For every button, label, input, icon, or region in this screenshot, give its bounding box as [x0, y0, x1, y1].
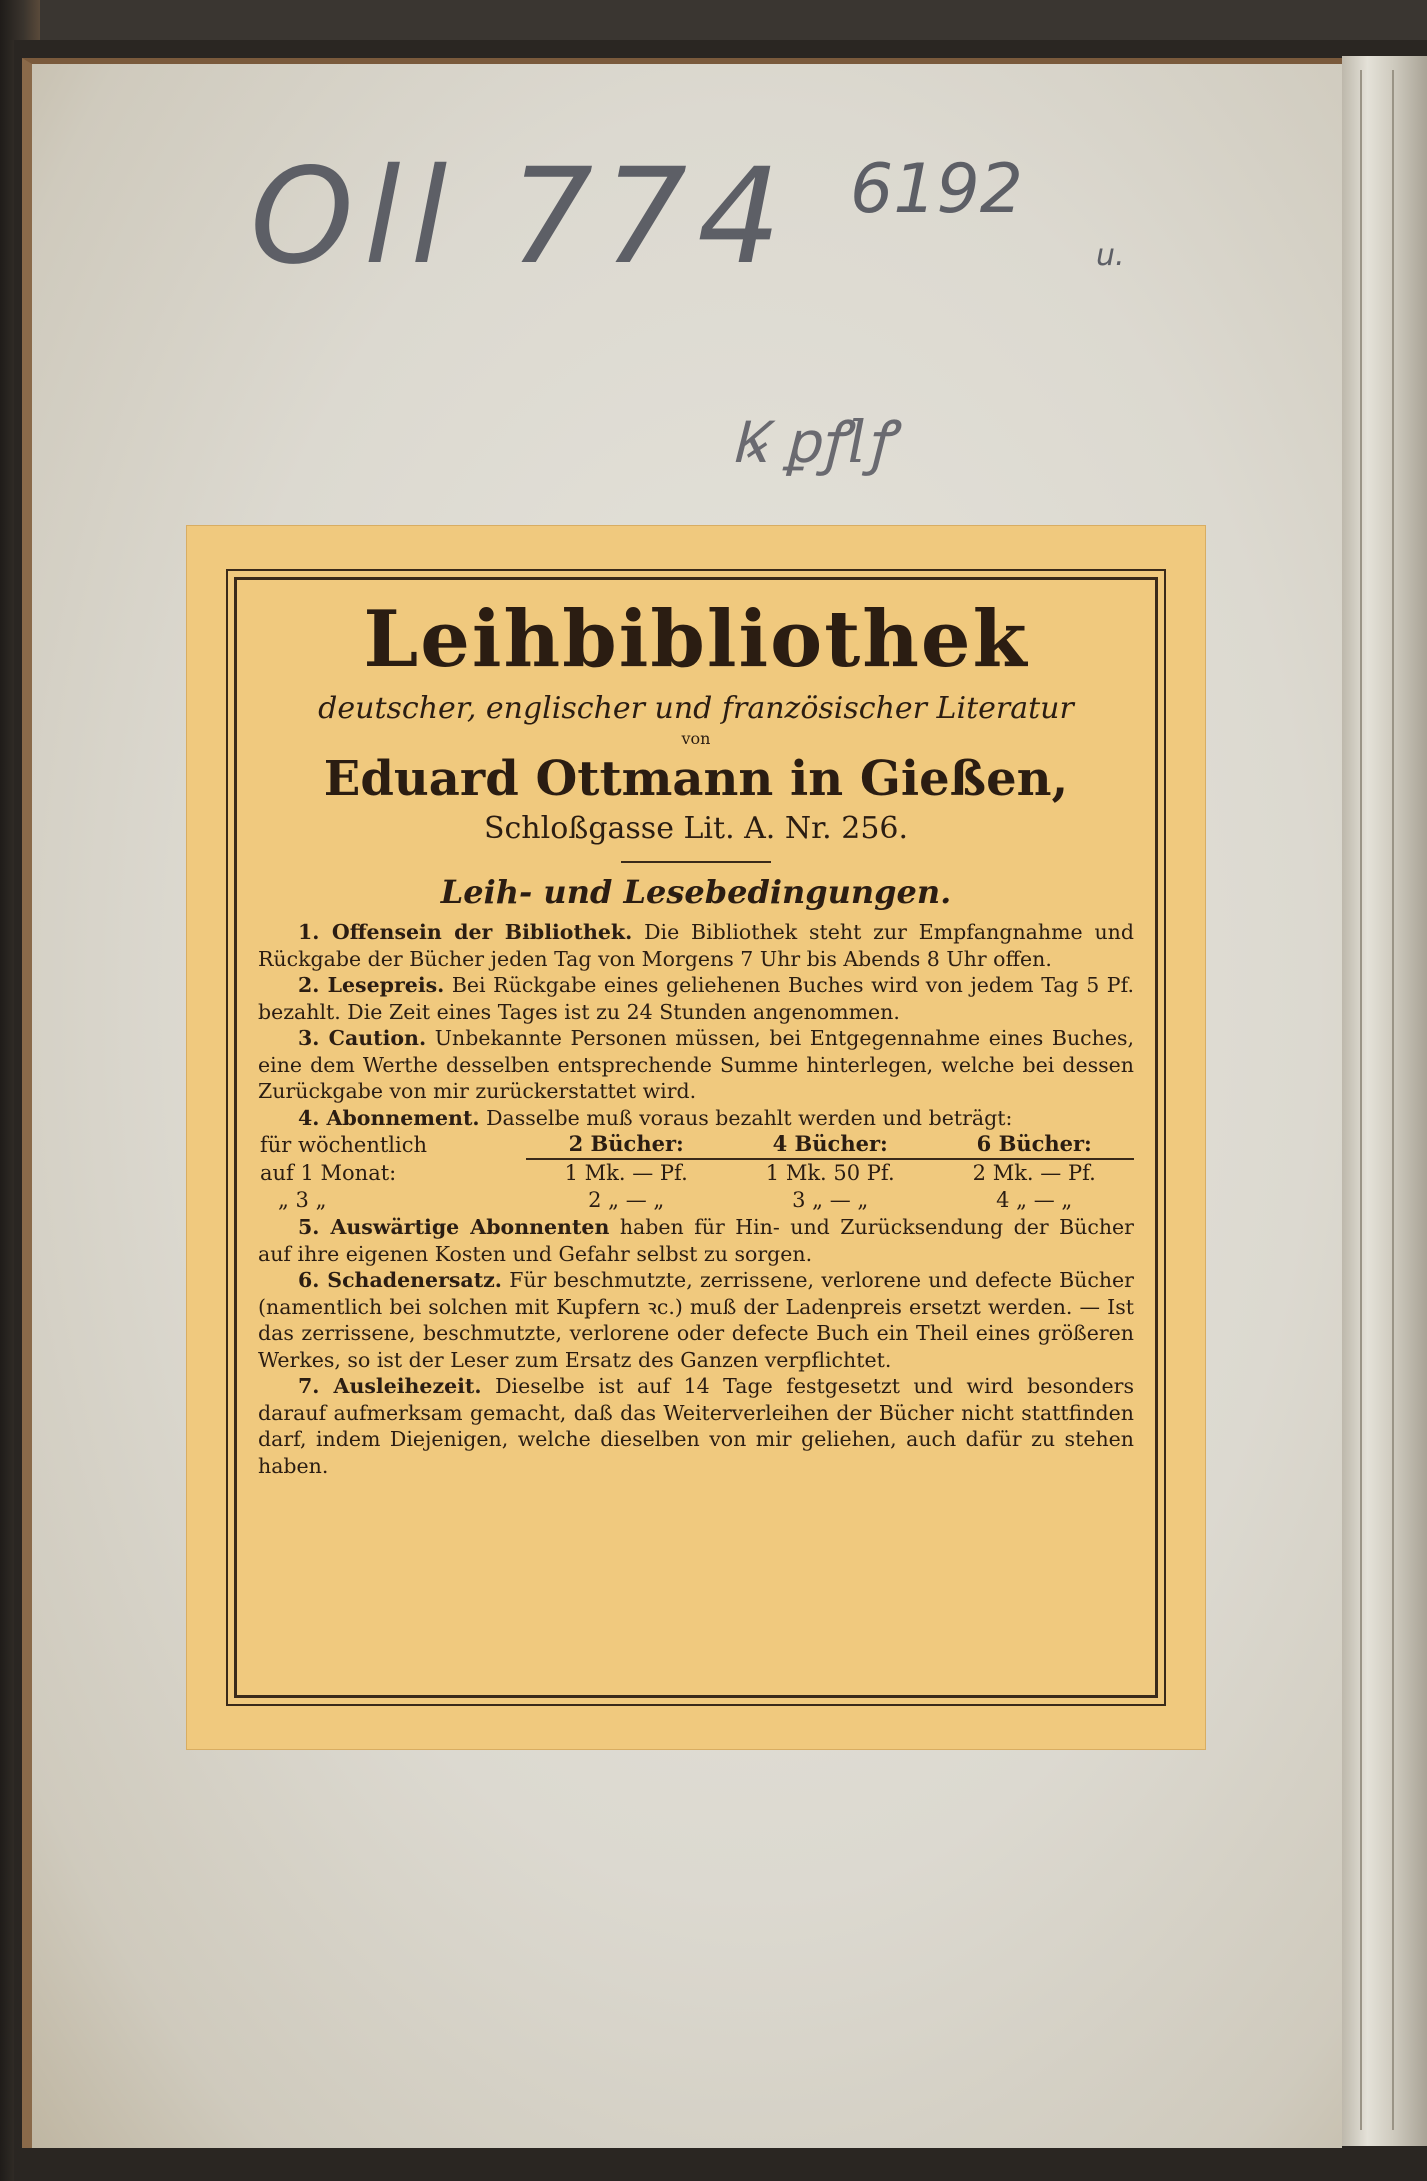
rule-item	[258, 919, 1134, 972]
library-label	[186, 525, 1206, 1750]
price-table	[258, 1131, 1134, 1214]
rule-head: 5. Auswärtige Abonnenten	[298, 1215, 610, 1239]
label-content	[258, 595, 1134, 1479]
rule-text: haben für Hin- und Zurücksendung der Bücher auf ihre eigenen Kosten und Gefahr selbst zu sorgen.	[258, 1215, 1134, 1266]
table-row	[258, 1131, 1134, 1159]
rule-head: 2. Lesepreis.	[298, 973, 445, 997]
table-cell: „ 3 „	[278, 1188, 327, 1213]
conditions-title: Leih- und Lesebedingungen.	[440, 873, 952, 911]
rule-item	[258, 1105, 1134, 1132]
table-cell: 4 „ — „	[996, 1188, 1073, 1213]
pencil-mark: u.	[1096, 238, 1125, 273]
page-edge-line	[1392, 70, 1394, 2130]
table-header: 6 Bücher:	[934, 1131, 1134, 1159]
table-row	[258, 1187, 1134, 1214]
table-cell: 1 Mk. 50 Pf.	[765, 1161, 895, 1186]
table-row	[258, 1159, 1134, 1187]
table-cell: auf 1 Monat:	[260, 1160, 397, 1185]
rule-head: 7. Ausleihezeit.	[298, 1374, 482, 1398]
rule-head: 4. Abonnement.	[298, 1105, 480, 1130]
table-cell: für wöchentlich	[260, 1132, 428, 1157]
rule-text: Dasselbe muß voraus bezahlt werden und beträgt:	[486, 1105, 1013, 1130]
table-header: 4 Bücher:	[726, 1131, 935, 1159]
page-edge	[1342, 56, 1427, 2146]
rule-text: Bei Rückgabe eines geliehenen Buches wird von jedem Tag 5 Pf. bezahlt. Die Zeit eines Tages ist zu 24 Stunden angenommen.	[258, 973, 1134, 1024]
label-subtitle: deutscher, englischer und französischer Literatur	[318, 691, 1074, 726]
ink-signature: Ꝃ ꝑꝭlꝭ	[730, 408, 894, 476]
table-cell: 2 „ — „	[588, 1188, 665, 1213]
rule-head: 6. Schadenersatz.	[298, 1268, 502, 1292]
rule-item	[258, 972, 1134, 1025]
rule-item	[258, 1025, 1134, 1105]
rule-head: 3. Caution.	[298, 1026, 427, 1050]
rule-text: Die Bibliothek steht zur Empfangnahme und Rückgabe der Bücher jeden Tag von Morgens 7 Uhr bis Abends 8 Uhr offen.	[258, 920, 1134, 971]
label-von: von	[681, 729, 711, 748]
rule-text: Für beschmutzte, zerrissene, verlorene und defecte Bücher (namentlich bei solchen mit Kupfern ꝛc.) muß der Ladenpreis ersetzt werden. — Ist das zerrissene, beschmutzte, verlorene oder defecte Buch ein Theil eines größeren Werkes, so ist der Leser zum Ersatz des Ganzen verpflichtet.	[258, 1268, 1134, 1372]
rule-item	[258, 1214, 1134, 1267]
rules-list	[258, 919, 1134, 1479]
rule-item	[258, 1267, 1134, 1373]
pencil-number: 6192	[850, 150, 1024, 229]
label-address: Schloßgasse Lit. A. Nr. 256.	[483, 811, 909, 846]
rule-text: Dieselbe ist auf 14 Tage festgesetzt und wird besonders darauf aufmerksam gemacht, daß das Weiterverleihen der Bücher nicht stattfinden darf, indem Diejenigen, welche dieselben von mir geliehen, auch dafür zu stehen haben.	[258, 1374, 1134, 1478]
pencil-shelfmark: Oll 774	[250, 140, 792, 294]
divider	[621, 861, 771, 863]
page-edge-line	[1360, 70, 1362, 2130]
rule-head: 1. Offensein der Bibliothek.	[298, 920, 633, 944]
table-header: 2 Bücher:	[526, 1131, 726, 1159]
rule-item	[258, 1373, 1134, 1479]
table-cell: 2 Mk. — Pf.	[972, 1161, 1096, 1186]
label-owner: Eduard Ottmann in Gießen,	[323, 751, 1069, 807]
table-cell: 1 Mk. — Pf.	[564, 1161, 688, 1186]
label-title: Leihbibliothek	[363, 594, 1029, 685]
rule-text: Unbekannte Personen müssen, bei Entgegennahme eines Buches, eine dem Werthe desselben entsprechende Summe hinterlegen, welche bei dessen Zurückgabe von mir zurückerstattet wird.	[258, 1026, 1135, 1103]
table-cell: 3 „ — „	[792, 1188, 869, 1213]
